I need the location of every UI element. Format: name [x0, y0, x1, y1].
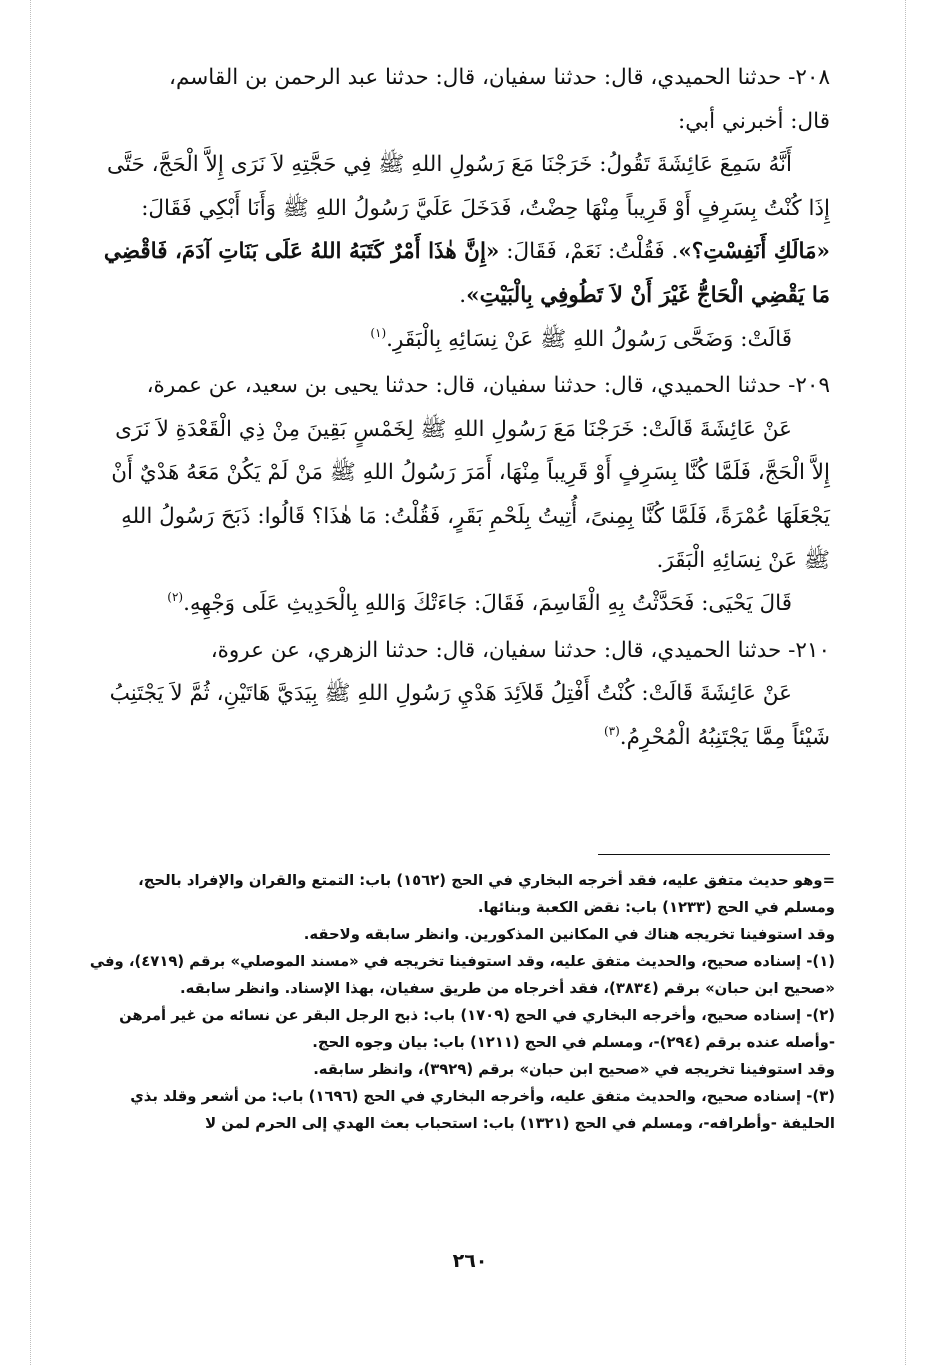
hadith-208-final-text: قَالَتْ: وَضَحَّى رَسُولُ اللهِ ﷺ عَنْ نِسَائِهِ بِالْبَقَرِ. [386, 326, 792, 352]
footnote-2: (٢)- إسناده صحيح، وأخرجه البخاري في الحج (١٧٠٩) باب: ذبح الرجل البقر عن نسائه من غير أمرهن -وأصله عنده برقم (٢٩٤)-، ومسلم في الحج (١٢١١) باب: بيان وجوه الحج. [119, 1007, 835, 1051]
footnote-divider [598, 854, 830, 855]
hadith-208-final [95, 318, 830, 365]
footnote-2-note: وقد استوفينا تخريجه في «صحيح ابن حبان» برقم (٣٩٢٩)، وانظر سابقه. [313, 1061, 835, 1078]
footnote-ref-3: (٣) [603, 723, 620, 738]
hadith-208-quote-1: «مَالَكِ أَنَفِسْتِ؟» [678, 239, 830, 265]
hadith-210-text-body: عَنْ عَائِشَةَ قَالَتْ: كُنْتُ أَفْتِلُ قَلاَئِدَ هَدْيِ رَسُولِ اللهِ ﷺ بِيَدَيَّ هَاتَيْنِ، ثُمَّ لاَ يَجْتَنِبُ شَيْئاً مِمَّا يَجْتَنِبُهُ الْمُحْرِمُ. [109, 681, 830, 750]
footnote-continuation-note: وقد استوفينا تخريجه هناك في المكانين المذكورين. وانظر سابقه ولاحقه. [303, 926, 835, 943]
hadith-208-text [95, 143, 830, 317]
page-number: ٢٦٠ [452, 1250, 488, 1272]
hadith-210-chain: ٢١٠- حدثنا الحميدي، قال: حدثنا سفيان، قال: حدثنا الزهري، عن عروة، [210, 637, 830, 663]
hadith-208-quote-2: «إِنَّ هٰذَا أَمْرٌ كَتَبَهُ اللهُ عَلَى بَنَاتِ آدَمَ، فَاقْضِي مَا يَقْضِي الْحَاجُّ غَيْرَ أَنْ لاَ تَطُوفِي بِالْبَيْتِ» [103, 239, 830, 308]
hadith-208-text-end: . [459, 282, 467, 308]
hadith-209-final-text: قَالَ يَحْيَى: فَحَدَّثْتُ بِهِ الْقَاسِمَ، فَقَالَ: جَاءَتْكَ وَاللهِ بِالْحَدِيثِ عَلَى وَجْهِهِ. [183, 591, 792, 617]
hadith-208-chain-2: قال: أخبرني أبي: [677, 108, 830, 134]
footnotes [88, 867, 835, 1137]
hadith-210-text [95, 672, 830, 762]
hadith-208-chain-1: ٢٠٨- حدثنا الحميدي، قال: حدثنا سفيان، قال: حدثنا عبد الرحمن بن القاسم، [169, 65, 830, 90]
footnote-1: (١)- إسناده صحيح، والحديث متفق عليه، وقد استوفينا تخريجه في «مسند الموصلي» برقم (٤٧١٩)، وفي «صحيح ابن حبان» برقم (٣٨٣٤)، فقد أخرجاه من طريق سفيان، بهذا الإسناد. وانظر سابقه. [89, 953, 835, 997]
hadith-208-text-start: أَنَّهُ سَمِعَ عَائِشَةَ تَقُولُ: خَرَجْنَا مَعَ رَسُولِ اللهِ ﷺ فِي حَجَّتِهِ لاَ نَرَى إِلاَّ الْحَجَّ، حَتَّى إِذَا كُنْتُ بِسَرِفٍ أَوْ قَرِيباً مِنْهَا حِضْتُ، فَدَخَلَ عَلَيَّ رَسُولُ اللهِ ﷺ وَأَنَا أَبْكِي فَقَالَ: [107, 152, 830, 221]
main-text [95, 56, 830, 763]
hadith-209-text: عَنْ عَائِشَةَ قَالَتْ: خَرَجْنَا مَعَ رَسُولِ اللهِ ﷺ لِخَمْسٍ بَقِينَ مِنْ ذِي الْقَعْدَةِ لاَ نَرَى إِلاَّ الْحَجَّ، فَلَمَّا كُنَّا بِسَرِفٍ أَوْ قَرِيباً مِنْهَا، أَمَرَ رَسُولُ اللهِ ﷺ مَنْ لَمْ يَكُنْ مَعَهُ هَدْيٌ أَنْ يَجْعَلَهَا عُمْرَةً، فَلَمَّا كُنَّا بِمِنىً، أُتِيتُ بِلَحْمِ بَقَرٍ، فَقُلْتُ: مَا هٰذَا؟ قَالُوا: ذَبَحَ رَسُولُ اللهِ ﷺ عَنْ نِسَائِهِ الْبَقَرَ. [111, 416, 830, 573]
hadith-209-chain: ٢٠٩- حدثنا الحميدي، قال: حدثنا سفيان، قال: حدثنا يحيى بن سعيد، عن عمرة، [146, 373, 830, 399]
footnote-ref-2: (٢) [167, 590, 184, 605]
scan-guide-line [905, 0, 906, 1365]
footnote-ref-1: (١) [370, 325, 387, 340]
footnote-continuation: =وهو حديث متفق عليه، فقد أخرجه البخاري في الحج (١٥٦٢) باب: التمتع والقران والإفراد بالحج، ومسلم في الحج (١٢٣٣) باب: نقض الكعبة وبنائها. [138, 872, 835, 916]
footnote-3: (٣)- إسناده صحيح، والحديث متفق عليه، وأخرجه البخاري في الحج (١٦٩٦) باب: من أشعر وقلد بذي الحليفة -وأطرافه-، ومسلم في الحج (١٣٢١) باب: استحباب بعث الهدي إلى الحرم لمن لا [130, 1088, 835, 1132]
hadith-208-text-mid: . فَقُلْتُ: نَعَمْ، فَقَالَ: [499, 239, 679, 265]
hadith-209-final [95, 582, 830, 629]
scan-guide-line [30, 0, 31, 1365]
